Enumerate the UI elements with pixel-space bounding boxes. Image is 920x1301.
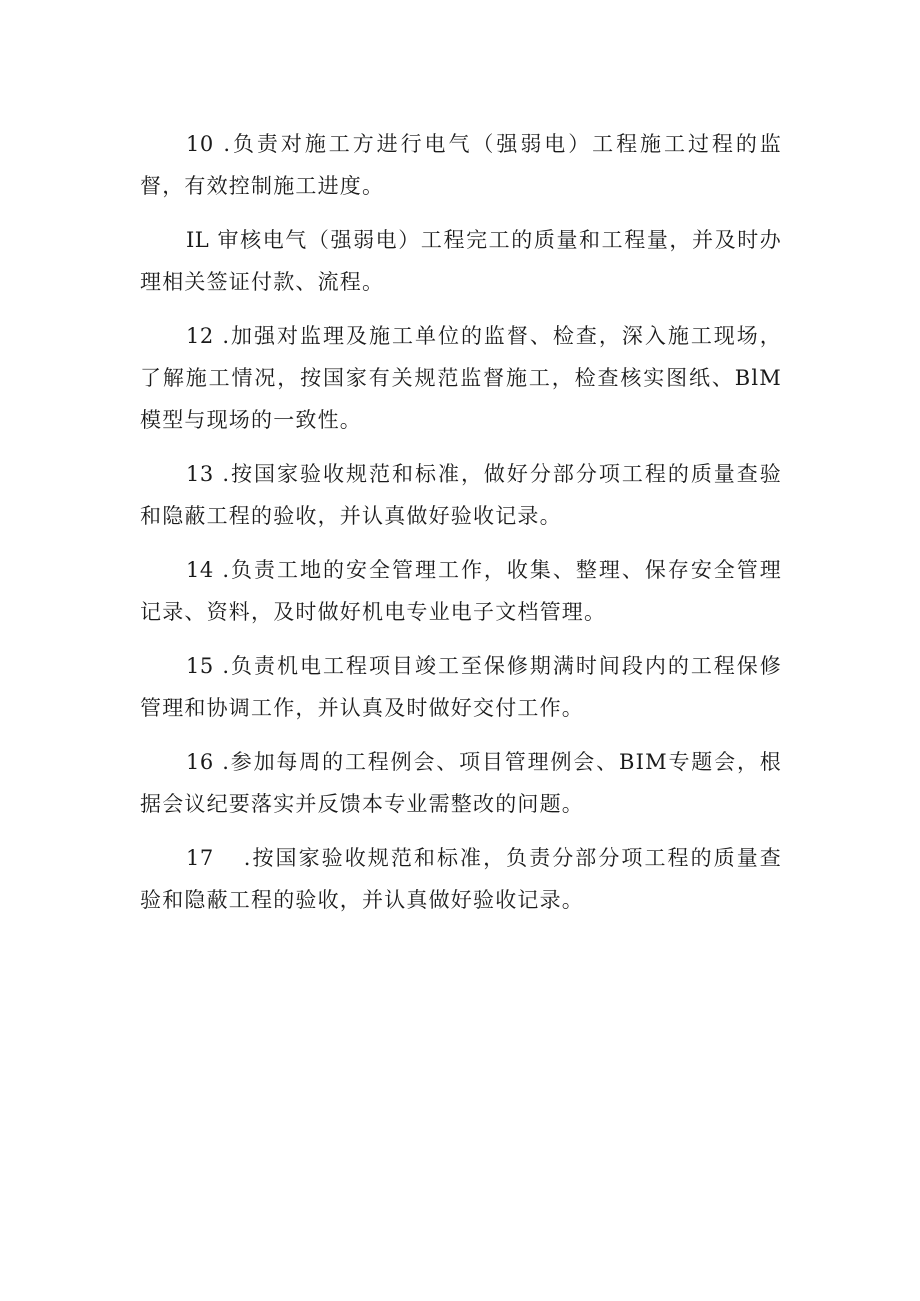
item-text: .按国家验收规范和标准，负责分部分项工程的质量查验和隐蔽工程的验收，并认真做好验收记录。 xyxy=(140,846,782,912)
item-number: 17 xyxy=(186,846,214,870)
list-item-13 xyxy=(140,453,782,537)
item-text: 审核电气（强弱电）工程完工的质量和工程量，并及时办理相关签证付款、流程。 xyxy=(140,228,782,294)
list-item-16 xyxy=(140,741,782,825)
list-item-15 xyxy=(140,645,782,729)
item-number: 15 xyxy=(186,654,214,678)
list-item-10 xyxy=(140,123,782,207)
item-text: .负责机电工程项目竣工至保修期满时间段内的工程保修管理和协调工作，并认真及时做好交付工作。 xyxy=(140,654,782,720)
item-text: .加强对监理及施工单位的监督、检查，深入施工现场，了解施工情况，按国家有关规范监督施工，检查核实图纸、BlM模型与现场的一致性。 xyxy=(140,324,782,432)
list-item-14 xyxy=(140,549,782,633)
item-number: 12 xyxy=(186,324,214,348)
item-number: 13 xyxy=(186,462,214,486)
item-number: 16 xyxy=(186,750,214,774)
list-item-17 xyxy=(140,837,782,921)
list-item-12 xyxy=(140,315,782,441)
list-item-11 xyxy=(140,219,782,303)
item-number: 10 xyxy=(186,132,214,156)
item-text: .负责工地的安全管理工作，收集、整理、保存安全管理记录、资料，及时做好机电专业电子文档管理。 xyxy=(140,558,782,624)
item-text: .负责对施工方进行电气（强弱电）工程施工过程的监督，有效控制施工进度。 xyxy=(140,132,782,198)
item-text: .按国家验收规范和标准，做好分部分项工程的质量查验和隐蔽工程的验收，并认真做好验收记录。 xyxy=(140,462,782,528)
item-text: .参加每周的工程例会、项目管理例会、BIM专题会，根据会议纪要落实并反馈本专业需整改的问题。 xyxy=(140,750,782,816)
document-body xyxy=(140,123,782,933)
item-number: IL xyxy=(186,228,210,252)
item-number: 14 xyxy=(186,558,214,582)
